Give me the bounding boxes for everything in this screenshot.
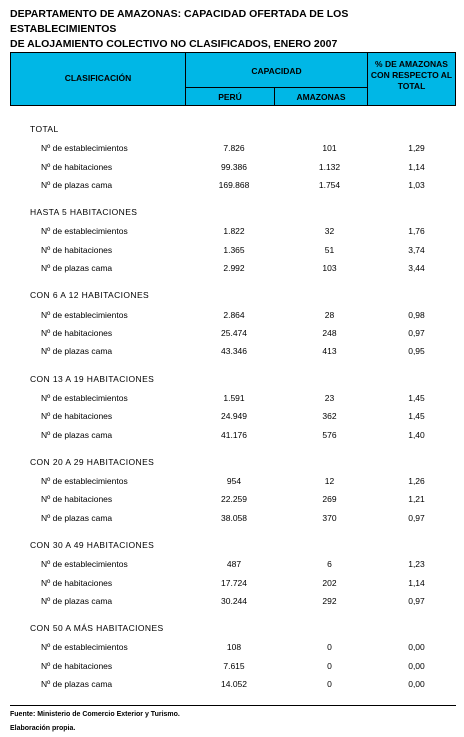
cell-amazonas: 103 — [322, 263, 337, 274]
section-title — [10, 620, 456, 636]
cell-peru: 25.474 — [221, 328, 247, 338]
table-row — [10, 390, 456, 406]
cell-amazonas: 576 — [322, 429, 337, 440]
table-title-line-2: DE ALOJAMIENTO COLECTIVO NO CLASIFICADOS, ENERO 2007 — [10, 38, 338, 50]
cell-peru: 2.864 — [223, 309, 245, 320]
cell-peru: 2.992 — [223, 263, 245, 274]
cell-percent: 0,00 — [408, 679, 425, 690]
header-percent-line-2: CON RESPECTO AL — [370, 70, 453, 80]
cell-percent: 1,14 — [408, 161, 425, 172]
row-label: Nº de establecimientos — [41, 143, 128, 154]
table-title — [10, 7, 454, 52]
cell-percent: 1,21 — [408, 494, 425, 505]
cell-percent: 1,23 — [408, 559, 425, 570]
section-title — [10, 204, 456, 220]
cell-percent: 1,14 — [408, 577, 425, 588]
cell-amazonas: 0 — [327, 660, 332, 671]
row-label: Nº de plazas cama — [41, 596, 113, 606]
row-label: Nº de establecimientos — [41, 309, 128, 320]
section-title-label: CON 50 A MÁS HABITACIONES — [30, 623, 164, 634]
row-label: Nº de establecimientos — [41, 642, 128, 653]
table-row — [10, 676, 456, 692]
row-label: Nº de plazas cama — [41, 429, 113, 440]
footnote-source: Fuente: Ministerio de Comercio Exterior y Turismo. — [10, 711, 180, 718]
row-label: Nº de habitaciones — [41, 411, 113, 422]
header-capacidad: CAPACIDAD — [251, 66, 302, 76]
cell-peru: 41.176 — [221, 429, 247, 440]
cell-amazonas: 362 — [322, 411, 337, 422]
row-label: Nº de plazas cama — [41, 679, 113, 690]
cell-percent: 1,45 — [408, 411, 425, 422]
cell-amazonas: 370 — [322, 512, 337, 523]
cell-peru: 1.822 — [223, 226, 245, 237]
cell-peru: 14.052 — [221, 679, 247, 690]
cell-peru: 30.244 — [221, 596, 247, 606]
table-title-line-1: DEPARTAMENTO DE AMAZONAS: CAPACIDAD OFERTADA DE LOS ESTABLECIMIENTOS — [10, 8, 349, 35]
row-label: Nº de habitaciones — [41, 577, 113, 588]
table-row — [10, 593, 456, 609]
cell-percent: 0,97 — [408, 512, 425, 523]
section-title — [10, 537, 456, 553]
cell-peru: 1.365 — [223, 244, 245, 255]
cell-percent: 0,00 — [408, 642, 425, 653]
row-label: Nº de establecimientos — [41, 392, 128, 403]
cell-amazonas: 269 — [322, 494, 337, 505]
row-label: Nº de plazas cama — [41, 180, 113, 190]
section-title — [10, 371, 456, 387]
section-title-label: CON 6 A 12 HABITACIONES — [30, 290, 150, 301]
cell-peru: 108 — [226, 642, 242, 653]
header-percent — [368, 59, 455, 92]
table-row — [10, 510, 456, 526]
table-bottom-rule — [10, 705, 456, 706]
table-row — [10, 223, 456, 239]
table-header — [10, 52, 456, 106]
cell-peru: 954 — [226, 476, 242, 486]
row-label: Nº de habitaciones — [41, 244, 113, 255]
table-row — [10, 177, 456, 193]
cell-percent: 1,03 — [408, 180, 425, 190]
section-title — [10, 287, 456, 303]
cell-peru: 487 — [226, 559, 242, 570]
cell-amazonas: 0 — [327, 679, 332, 690]
section-title-label: HASTA 5 HABITACIONES — [30, 207, 138, 218]
cell-peru: 24.949 — [221, 411, 247, 422]
header-clasificacion: CLASIFICACIÓN — [64, 73, 132, 83]
table-row — [10, 575, 456, 591]
cell-amazonas: 101 — [322, 143, 337, 154]
table-row — [10, 473, 456, 489]
section-title — [10, 454, 456, 470]
cell-percent: 0,97 — [408, 328, 425, 338]
table-row — [10, 343, 456, 359]
cell-peru: 43.346 — [221, 346, 247, 357]
cell-percent: 1,76 — [408, 226, 425, 237]
footnote-elaboration: Elaboración propia. — [10, 725, 76, 732]
row-label: Nº de habitaciones — [41, 161, 113, 172]
table-row — [10, 307, 456, 323]
header-divider — [185, 87, 367, 88]
cell-amazonas: 1.132 — [318, 161, 341, 172]
row-label: Nº de establecimientos — [41, 476, 128, 486]
row-label: Nº de plazas cama — [41, 346, 113, 357]
table-row — [10, 491, 456, 507]
cell-amazonas: 51 — [324, 244, 335, 255]
cell-amazonas: 6 — [327, 559, 332, 570]
section-title-label: CON 20 A 29 HABITACIONES — [30, 456, 155, 467]
cell-percent: 1,26 — [408, 476, 425, 486]
row-label: Nº de plazas cama — [41, 263, 113, 274]
cell-percent: 3,44 — [408, 263, 425, 274]
cell-peru: 7.826 — [223, 143, 245, 154]
section-title-label: CON 13 A 19 HABITACIONES — [30, 373, 155, 384]
cell-percent: 1,29 — [408, 143, 425, 154]
cell-amazonas: 1.754 — [318, 180, 341, 190]
cell-amazonas: 0 — [327, 642, 332, 653]
cell-percent: 1,40 — [408, 429, 425, 440]
table-row — [10, 639, 456, 655]
table-row — [10, 427, 456, 443]
cell-amazonas: 28 — [324, 309, 335, 320]
cell-amazonas: 32 — [324, 226, 335, 237]
header-percent-line-1: % DE AMAZONAS — [375, 59, 448, 69]
cell-peru: 1.591 — [223, 392, 245, 403]
row-label: Nº de establecimientos — [41, 226, 128, 237]
row-label: Nº de plazas cama — [41, 512, 113, 523]
table-row — [10, 408, 456, 424]
cell-percent: 1,45 — [408, 392, 425, 403]
table-row — [10, 140, 456, 156]
cell-amazonas: 413 — [322, 346, 337, 357]
cell-percent: 0,97 — [408, 596, 425, 606]
cell-amazonas: 12 — [324, 476, 335, 486]
table-row — [10, 159, 456, 175]
cell-peru: 99.386 — [221, 161, 247, 172]
cell-percent: 0,00 — [408, 660, 425, 671]
row-label: Nº de establecimientos — [41, 559, 128, 570]
cell-peru: 7.615 — [223, 660, 245, 671]
row-label: Nº de habitaciones — [41, 328, 113, 338]
row-label: Nº de habitaciones — [41, 660, 113, 671]
section-title — [10, 121, 456, 137]
cell-peru: 17.724 — [221, 577, 247, 588]
cell-amazonas: 248 — [322, 328, 337, 338]
cell-peru: 38.058 — [221, 512, 247, 523]
cell-amazonas: 202 — [322, 577, 337, 588]
cell-amazonas: 292 — [322, 596, 337, 606]
table-row — [10, 325, 456, 341]
cell-peru: 22.259 — [221, 494, 247, 505]
table-row — [10, 242, 456, 258]
header-peru: PERÚ — [218, 92, 242, 102]
section-title-label: CON 30 A 49 HABITACIONES — [30, 540, 155, 550]
cell-percent: 0,98 — [408, 309, 425, 320]
cell-amazonas: 23 — [324, 392, 335, 403]
cell-percent: 3,74 — [408, 244, 425, 255]
cell-percent: 0,95 — [408, 346, 425, 357]
cell-peru: 169.868 — [218, 180, 250, 190]
row-label: Nº de habitaciones — [41, 494, 113, 505]
header-percent-line-3: TOTAL — [397, 81, 426, 91]
table-row — [10, 658, 456, 674]
table-row — [10, 556, 456, 572]
section-title-label: TOTAL — [30, 124, 59, 134]
header-amazonas: AMAZONAS — [296, 92, 346, 102]
table-row — [10, 260, 456, 276]
